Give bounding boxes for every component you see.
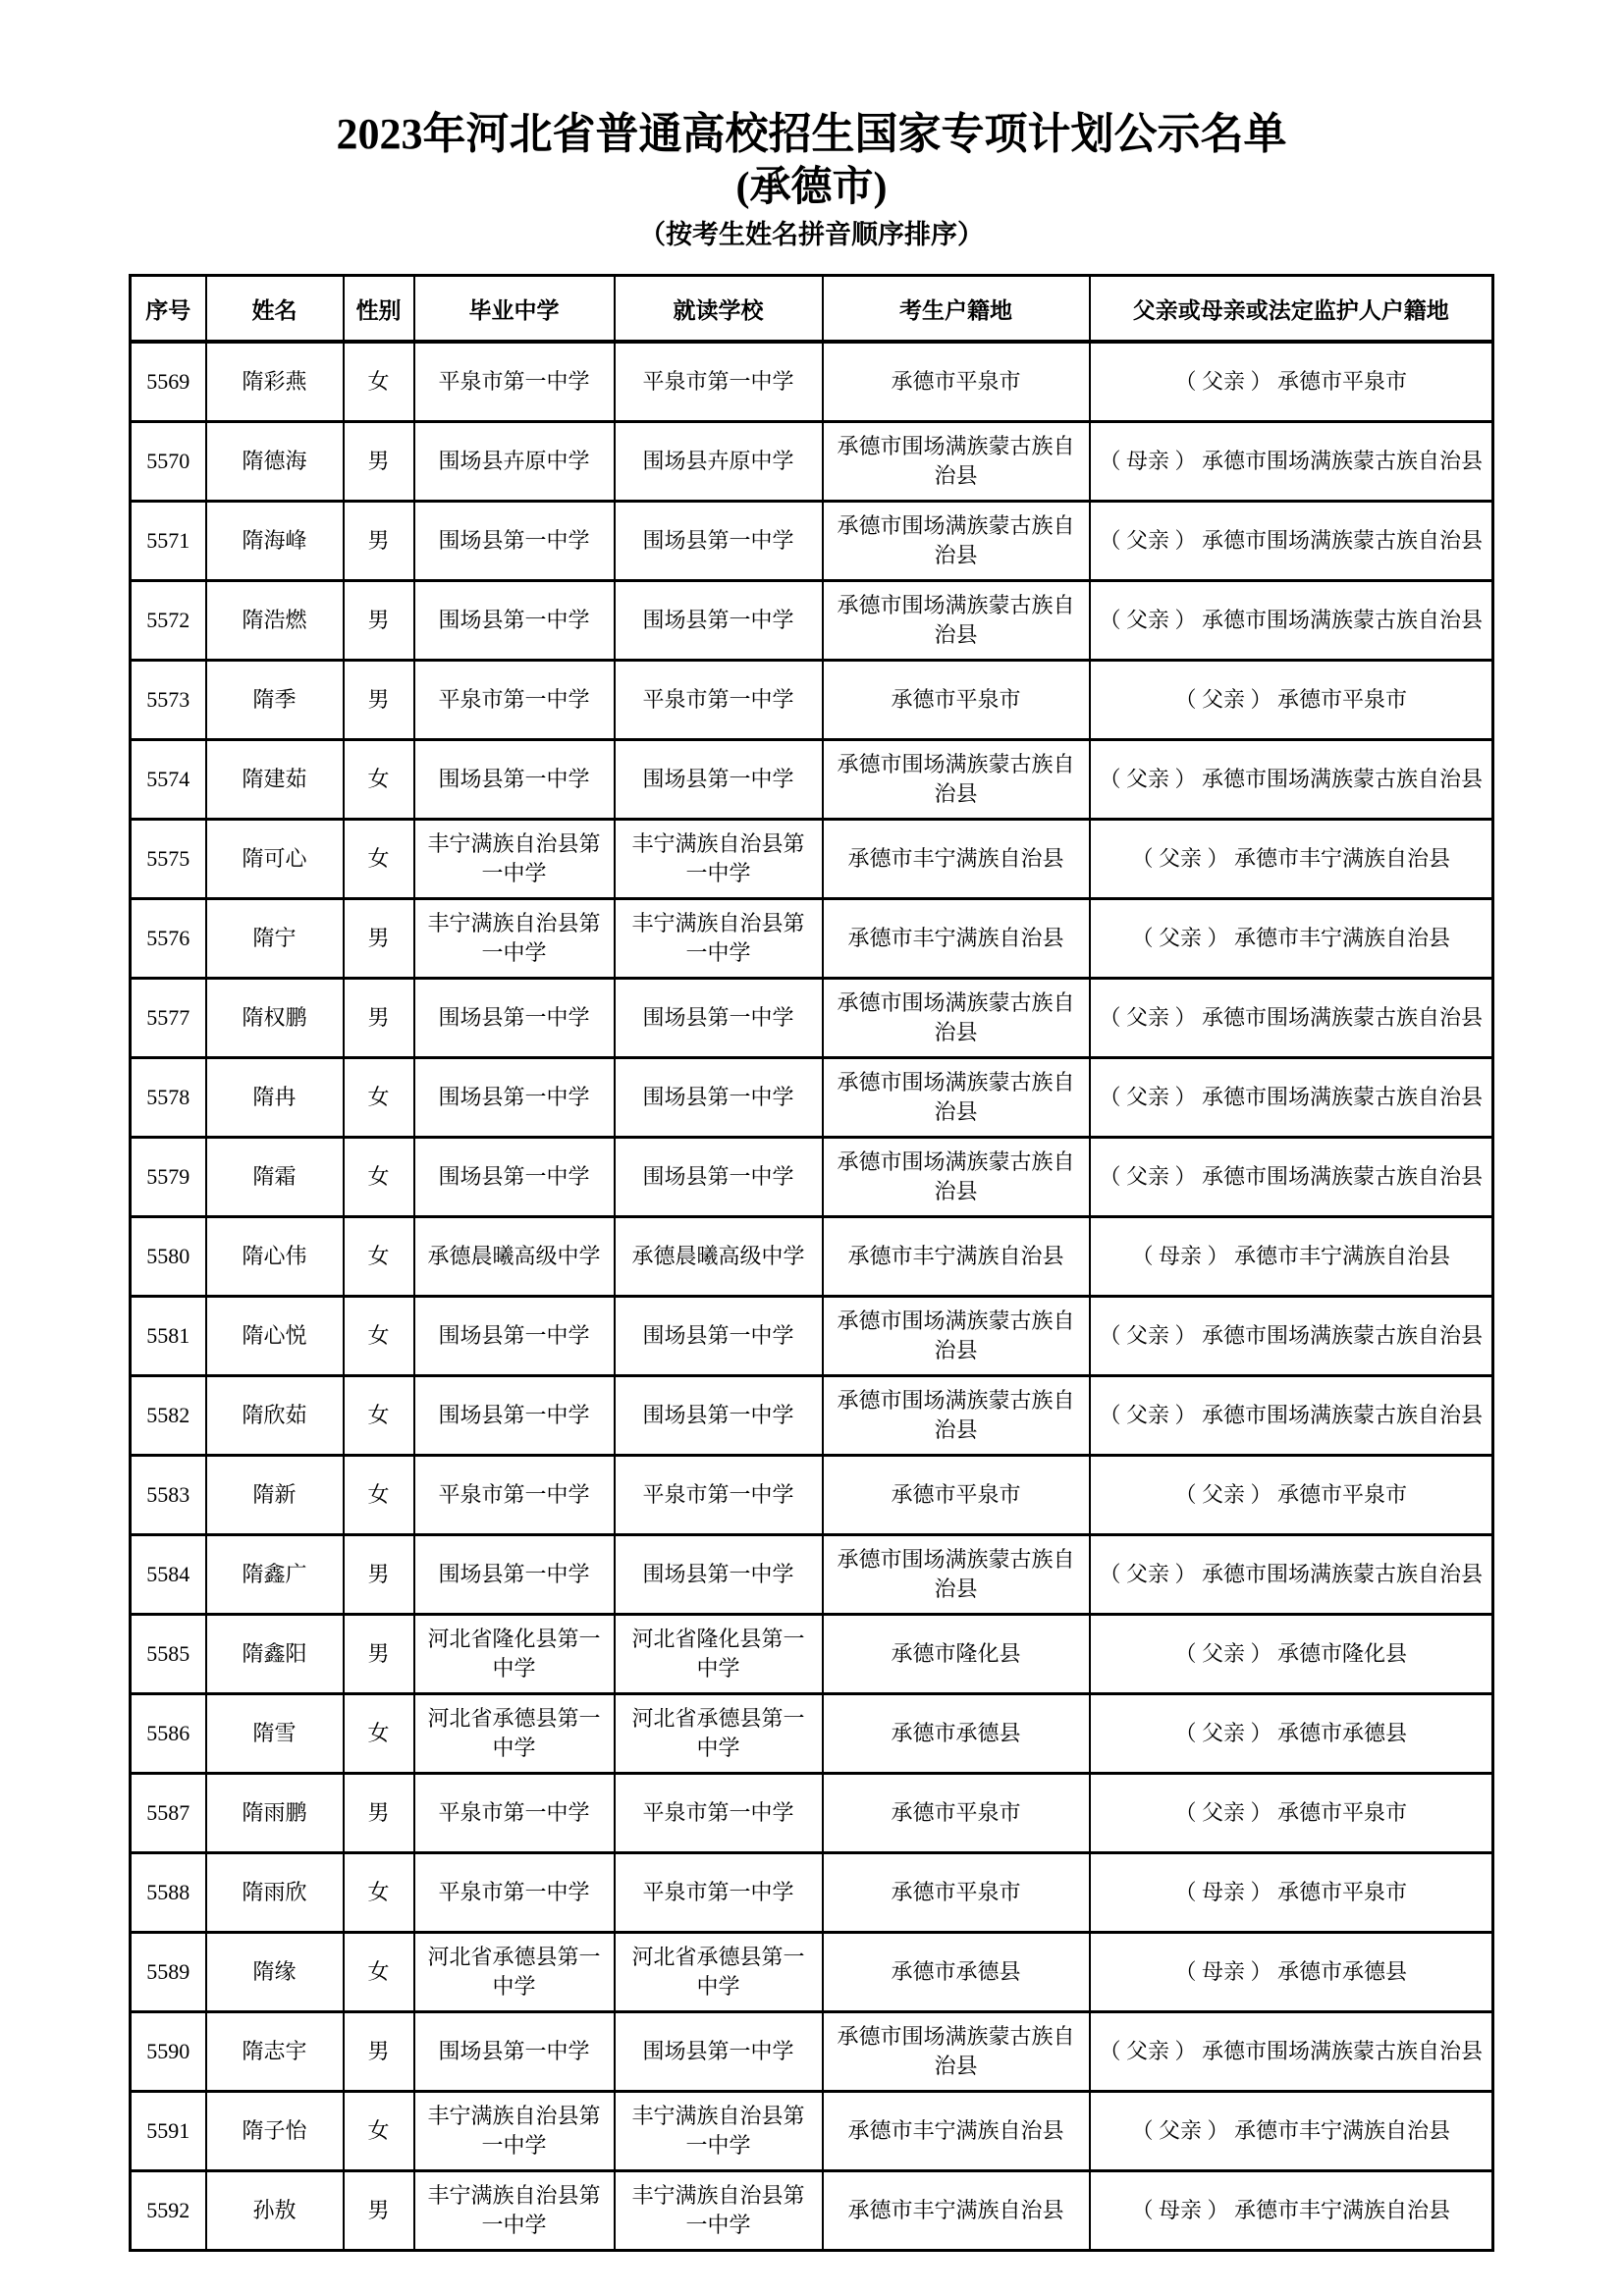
cell-school_now: 平泉市第一中学 — [615, 1456, 823, 1535]
cell-school_from: 围场县第一中学 — [414, 979, 615, 1058]
cell-guardian: （ 母亲 ） 承德市丰宁满族自治县 — [1090, 2171, 1493, 2251]
cell-gender: 女 — [344, 342, 414, 422]
table-row — [131, 1853, 1493, 1933]
cell-seq: 5573 — [131, 661, 206, 740]
table-row — [131, 1138, 1493, 1217]
cell-name: 隋新 — [206, 1456, 344, 1535]
cell-guardian: （ 父亲 ） 承德市隆化县 — [1090, 1615, 1493, 1694]
col-header-name: 姓名 — [206, 276, 344, 343]
cell-guardian: （ 父亲 ） 承德市围场满族蒙古族自治县 — [1090, 502, 1493, 581]
cell-seq: 5582 — [131, 1376, 206, 1456]
cell-name: 隋冉 — [206, 1058, 344, 1138]
cell-gender: 女 — [344, 2092, 414, 2171]
table-row — [131, 1297, 1493, 1376]
cell-region: 承德市围场满族蒙古族自治县 — [823, 1058, 1090, 1138]
cell-school_now: 平泉市第一中学 — [615, 1853, 823, 1933]
cell-school_now: 承德晨曦高级中学 — [615, 1217, 823, 1297]
cell-seq: 5589 — [131, 1933, 206, 2012]
cell-school_from: 平泉市第一中学 — [414, 1853, 615, 1933]
cell-name: 隋雨欣 — [206, 1853, 344, 1933]
cell-guardian: （ 母亲 ） 承德市围场满族蒙古族自治县 — [1090, 422, 1493, 502]
cell-gender: 女 — [344, 820, 414, 899]
cell-school_from: 围场县第一中学 — [414, 1297, 615, 1376]
table-row — [131, 1774, 1493, 1853]
cell-gender: 女 — [344, 1853, 414, 1933]
cell-school_from: 围场县第一中学 — [414, 1138, 615, 1217]
cell-school_from: 围场县第一中学 — [414, 581, 615, 661]
cell-region: 承德市围场满族蒙古族自治县 — [823, 581, 1090, 661]
table-row — [131, 979, 1493, 1058]
cell-seq: 5585 — [131, 1615, 206, 1694]
cell-name: 隋海峰 — [206, 502, 344, 581]
cell-gender: 女 — [344, 1138, 414, 1217]
title-block — [0, 0, 1623, 250]
cell-name: 隋霜 — [206, 1138, 344, 1217]
students-table — [129, 274, 1494, 2252]
cell-school_now: 河北省承德县第一中学 — [615, 1694, 823, 1774]
cell-name: 隋子怡 — [206, 2092, 344, 2171]
cell-school_now: 围场县第一中学 — [615, 581, 823, 661]
cell-name: 孙敖 — [206, 2171, 344, 2251]
cell-gender: 男 — [344, 899, 414, 979]
cell-guardian: （ 父亲 ） 承德市围场满族蒙古族自治县 — [1090, 1535, 1493, 1615]
cell-region: 承德市围场满族蒙古族自治县 — [823, 1535, 1090, 1615]
cell-school_from: 平泉市第一中学 — [414, 661, 615, 740]
cell-seq: 5576 — [131, 899, 206, 979]
cell-school_now: 围场县第一中学 — [615, 1297, 823, 1376]
table-row — [131, 2092, 1493, 2171]
cell-school_from: 围场县第一中学 — [414, 1535, 615, 1615]
table-row — [131, 661, 1493, 740]
table-row — [131, 1456, 1493, 1535]
cell-gender: 男 — [344, 422, 414, 502]
col-header-gender: 性别 — [344, 276, 414, 343]
cell-seq: 5583 — [131, 1456, 206, 1535]
col-header-guardian-region: 父亲或母亲或法定监护人户籍地 — [1090, 276, 1493, 343]
cell-region: 承德市平泉市 — [823, 661, 1090, 740]
cell-seq: 5569 — [131, 342, 206, 422]
cell-school_from: 围场县第一中学 — [414, 502, 615, 581]
cell-gender: 男 — [344, 502, 414, 581]
cell-name: 隋志宇 — [206, 2012, 344, 2092]
cell-school_now: 围场县第一中学 — [615, 1138, 823, 1217]
cell-guardian: （ 母亲 ） 承德市丰宁满族自治县 — [1090, 1217, 1493, 1297]
cell-name: 隋浩燃 — [206, 581, 344, 661]
cell-school_now: 围场县第一中学 — [615, 1058, 823, 1138]
page-title: 2023年河北省普通高校招生国家专项计划公示名单 — [336, 110, 1287, 158]
table-row — [131, 1058, 1493, 1138]
cell-gender: 男 — [344, 581, 414, 661]
cell-gender: 女 — [344, 1456, 414, 1535]
cell-region: 承德市围场满族蒙古族自治县 — [823, 1376, 1090, 1456]
cell-seq: 5584 — [131, 1535, 206, 1615]
cell-school_now: 围场县第一中学 — [615, 2012, 823, 2092]
table-row — [131, 899, 1493, 979]
cell-school_from: 围场县卉原中学 — [414, 422, 615, 502]
cell-school_now: 丰宁满族自治县第一中学 — [615, 899, 823, 979]
cell-seq: 5588 — [131, 1853, 206, 1933]
cell-gender: 男 — [344, 2012, 414, 2092]
cell-school_from: 围场县第一中学 — [414, 1058, 615, 1138]
cell-name: 隋鑫广 — [206, 1535, 344, 1615]
cell-school_from: 河北省承德县第一中学 — [414, 1694, 615, 1774]
cell-seq: 5592 — [131, 2171, 206, 2251]
cell-region: 承德市围场满族蒙古族自治县 — [823, 1138, 1090, 1217]
cell-guardian: （ 父亲 ） 承德市丰宁满族自治县 — [1090, 820, 1493, 899]
cell-school_now: 丰宁满族自治县第一中学 — [615, 2092, 823, 2171]
table-row — [131, 2012, 1493, 2092]
cell-guardian: （ 父亲 ） 承德市围场满族蒙古族自治县 — [1090, 1376, 1493, 1456]
col-header-current-school: 就读学校 — [615, 276, 823, 343]
cell-seq: 5572 — [131, 581, 206, 661]
table-row — [131, 581, 1493, 661]
cell-school_from: 平泉市第一中学 — [414, 342, 615, 422]
cell-seq: 5570 — [131, 422, 206, 502]
cell-gender: 男 — [344, 1535, 414, 1615]
cell-school_now: 平泉市第一中学 — [615, 1774, 823, 1853]
table-row — [131, 1217, 1493, 1297]
cell-name: 隋权鹏 — [206, 979, 344, 1058]
cell-school_from: 承德晨曦高级中学 — [414, 1217, 615, 1297]
cell-name: 隋季 — [206, 661, 344, 740]
table-row — [131, 342, 1493, 422]
cell-gender: 女 — [344, 1933, 414, 2012]
table-row — [131, 1694, 1493, 1774]
cell-seq: 5571 — [131, 502, 206, 581]
cell-guardian: （ 父亲 ） 承德市平泉市 — [1090, 661, 1493, 740]
table-row — [131, 740, 1493, 820]
table-row — [131, 422, 1493, 502]
cell-region: 承德市承德县 — [823, 1933, 1090, 2012]
cell-gender: 女 — [344, 740, 414, 820]
cell-region: 承德市丰宁满族自治县 — [823, 820, 1090, 899]
cell-gender: 女 — [344, 1217, 414, 1297]
cell-name: 隋德海 — [206, 422, 344, 502]
cell-name: 隋欣茹 — [206, 1376, 344, 1456]
cell-gender: 女 — [344, 1297, 414, 1376]
cell-school_from: 河北省承德县第一中学 — [414, 1933, 615, 2012]
cell-region: 承德市平泉市 — [823, 1774, 1090, 1853]
cell-guardian: （ 父亲 ） 承德市平泉市 — [1090, 1774, 1493, 1853]
cell-region: 承德市围场满族蒙古族自治县 — [823, 2012, 1090, 2092]
cell-school_from: 围场县第一中学 — [414, 2012, 615, 2092]
cell-school_from: 平泉市第一中学 — [414, 1774, 615, 1853]
cell-name: 隋彩燕 — [206, 342, 344, 422]
cell-guardian: （ 父亲 ） 承德市平泉市 — [1090, 342, 1493, 422]
cell-name: 隋缘 — [206, 1933, 344, 2012]
cell-seq: 5579 — [131, 1138, 206, 1217]
header-row — [131, 276, 1493, 343]
cell-region: 承德市围场满族蒙古族自治县 — [823, 1297, 1090, 1376]
cell-seq: 5577 — [131, 979, 206, 1058]
table-row — [131, 502, 1493, 581]
cell-seq: 5575 — [131, 820, 206, 899]
cell-region: 承德市围场满族蒙古族自治县 — [823, 422, 1090, 502]
cell-gender: 男 — [344, 1615, 414, 1694]
cell-name: 隋雨鹏 — [206, 1774, 344, 1853]
cell-name: 隋宁 — [206, 899, 344, 979]
cell-school_now: 围场县第一中学 — [615, 979, 823, 1058]
cell-school_from: 河北省隆化县第一中学 — [414, 1615, 615, 1694]
cell-gender: 男 — [344, 2171, 414, 2251]
cell-gender: 男 — [344, 1774, 414, 1853]
cell-school_from: 平泉市第一中学 — [414, 1456, 615, 1535]
table-row — [131, 2171, 1493, 2251]
cell-guardian: （ 父亲 ） 承德市围场满族蒙古族自治县 — [1090, 1297, 1493, 1376]
cell-school_now: 围场县第一中学 — [615, 740, 823, 820]
cell-region: 承德市围场满族蒙古族自治县 — [823, 740, 1090, 820]
cell-gender: 女 — [344, 1694, 414, 1774]
table-row — [131, 1615, 1493, 1694]
cell-school_now: 河北省承德县第一中学 — [615, 1933, 823, 2012]
col-header-candidate-region: 考生户籍地 — [823, 276, 1090, 343]
cell-guardian: （ 父亲 ） 承德市围场满族蒙古族自治县 — [1090, 979, 1493, 1058]
cell-school_now: 围场县第一中学 — [615, 502, 823, 581]
cell-region: 承德市丰宁满族自治县 — [823, 2171, 1090, 2251]
table-row — [131, 1535, 1493, 1615]
cell-name: 隋建茹 — [206, 740, 344, 820]
cell-guardian: （ 母亲 ） 承德市承德县 — [1090, 1933, 1493, 2012]
cell-seq: 5580 — [131, 1217, 206, 1297]
table-body — [131, 342, 1493, 2251]
cell-school_now: 围场县第一中学 — [615, 1376, 823, 1456]
cell-school_now: 河北省隆化县第一中学 — [615, 1615, 823, 1694]
cell-school_now: 平泉市第一中学 — [615, 342, 823, 422]
cell-region: 承德市隆化县 — [823, 1615, 1090, 1694]
cell-school_from: 围场县第一中学 — [414, 740, 615, 820]
cell-gender: 男 — [344, 661, 414, 740]
cell-gender: 男 — [344, 979, 414, 1058]
cell-seq: 5574 — [131, 740, 206, 820]
cell-school_now: 丰宁满族自治县第一中学 — [615, 2171, 823, 2251]
cell-guardian: （ 父亲 ） 承德市丰宁满族自治县 — [1090, 2092, 1493, 2171]
cell-region: 承德市平泉市 — [823, 1456, 1090, 1535]
cell-region: 承德市平泉市 — [823, 1853, 1090, 1933]
cell-region: 承德市丰宁满族自治县 — [823, 899, 1090, 979]
table-row — [131, 1933, 1493, 2012]
cell-region: 承德市丰宁满族自治县 — [823, 2092, 1090, 2171]
cell-guardian: （ 父亲 ） 承德市承德县 — [1090, 1694, 1493, 1774]
cell-region: 承德市围场满族蒙古族自治县 — [823, 979, 1090, 1058]
cell-name: 隋雪 — [206, 1694, 344, 1774]
cell-seq: 5590 — [131, 2012, 206, 2092]
col-header-seq: 序号 — [131, 276, 206, 343]
cell-school_from: 丰宁满族自治县第一中学 — [414, 899, 615, 979]
cell-school_now: 丰宁满族自治县第一中学 — [615, 820, 823, 899]
cell-school_now: 围场县卉原中学 — [615, 422, 823, 502]
cell-school_now: 平泉市第一中学 — [615, 661, 823, 740]
cell-seq: 5591 — [131, 2092, 206, 2171]
cell-guardian: （ 父亲 ） 承德市围场满族蒙古族自治县 — [1090, 740, 1493, 820]
cell-name: 隋鑫阳 — [206, 1615, 344, 1694]
cell-school_from: 丰宁满族自治县第一中学 — [414, 820, 615, 899]
cell-region: 承德市围场满族蒙古族自治县 — [823, 502, 1090, 581]
cell-school_from: 丰宁满族自治县第一中学 — [414, 2171, 615, 2251]
cell-guardian: （ 父亲 ） 承德市围场满族蒙古族自治县 — [1090, 1138, 1493, 1217]
cell-region: 承德市承德县 — [823, 1694, 1090, 1774]
cell-gender: 女 — [344, 1376, 414, 1456]
cell-school_from: 围场县第一中学 — [414, 1376, 615, 1456]
table-row — [131, 1376, 1493, 1456]
cell-name: 隋心伟 — [206, 1217, 344, 1297]
cell-seq: 5587 — [131, 1774, 206, 1853]
page-subtitle-sort-note: （按考生姓名拼音顺序排序） — [639, 219, 984, 249]
cell-guardian: （ 父亲 ） 承德市丰宁满族自治县 — [1090, 899, 1493, 979]
cell-guardian: （ 父亲 ） 承德市围场满族蒙古族自治县 — [1090, 2012, 1493, 2092]
cell-name: 隋可心 — [206, 820, 344, 899]
cell-seq: 5586 — [131, 1694, 206, 1774]
cell-guardian: （ 父亲 ） 承德市围场满族蒙古族自治县 — [1090, 581, 1493, 661]
cell-gender: 女 — [344, 1058, 414, 1138]
cell-guardian: （ 母亲 ） 承德市平泉市 — [1090, 1853, 1493, 1933]
col-header-grad-school: 毕业中学 — [414, 276, 615, 343]
table-row — [131, 820, 1493, 899]
cell-school_from: 丰宁满族自治县第一中学 — [414, 2092, 615, 2171]
cell-seq: 5578 — [131, 1058, 206, 1138]
cell-region: 承德市平泉市 — [823, 342, 1090, 422]
cell-school_now: 围场县第一中学 — [615, 1535, 823, 1615]
cell-name: 隋心悦 — [206, 1297, 344, 1376]
cell-guardian: （ 父亲 ） 承德市围场满族蒙古族自治县 — [1090, 1058, 1493, 1138]
cell-seq: 5581 — [131, 1297, 206, 1376]
page-subtitle-city: (承德市) — [735, 164, 888, 210]
cell-guardian: （ 父亲 ） 承德市平泉市 — [1090, 1456, 1493, 1535]
cell-region: 承德市丰宁满族自治县 — [823, 1217, 1090, 1297]
